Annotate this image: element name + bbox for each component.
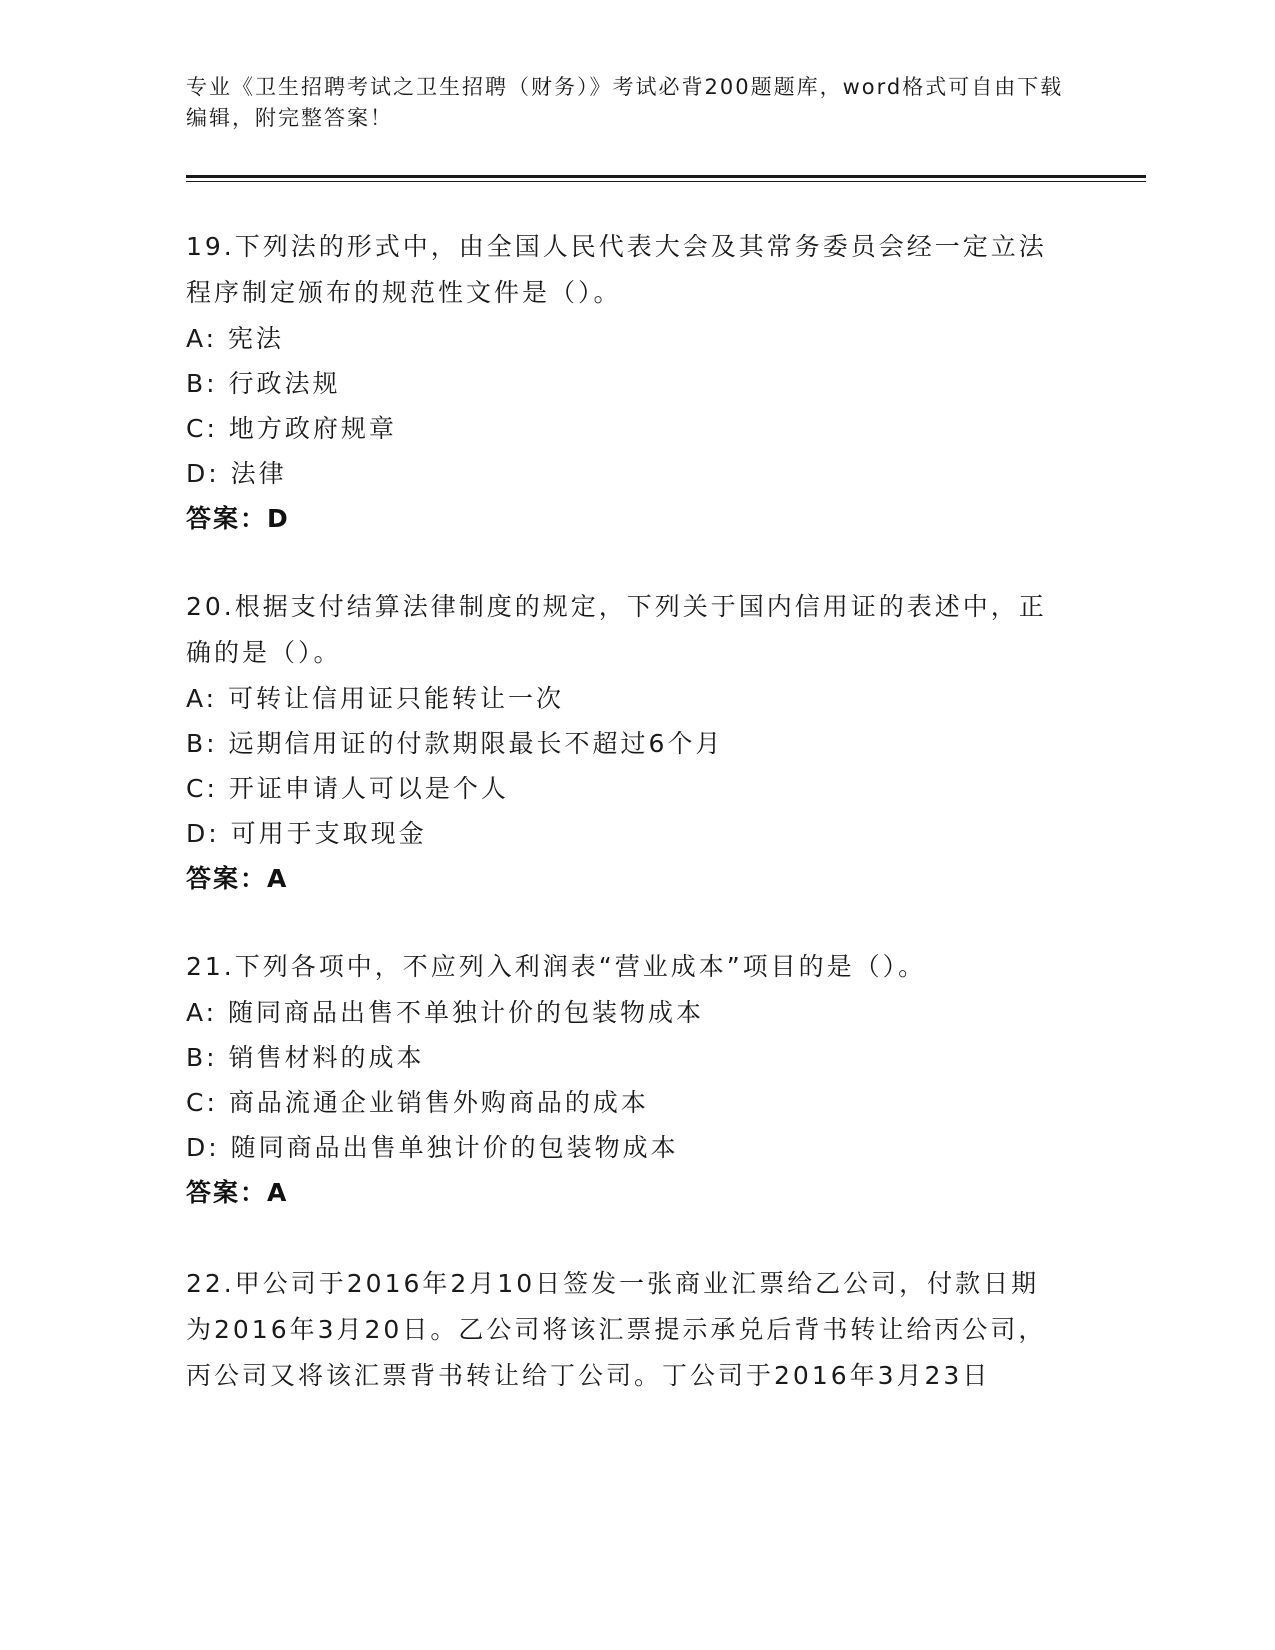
answer: 答案：D bbox=[186, 504, 290, 533]
option-b: B: 销售材料的成本 bbox=[186, 1043, 425, 1072]
question-20 bbox=[186, 584, 1086, 901]
question-stem: 20.根据支付结算法律制度的规定，下列关于国内信用证的表述中，正确的是（）。 bbox=[186, 592, 1047, 667]
option-b: B: 远期信用证的付款期限最长不超过6个月 bbox=[186, 729, 724, 758]
document-header: 专业《卫生招聘考试之卫生招聘（财务）》考试必背200题题库，word格式可自由下载编辑，附完整答案！ bbox=[186, 75, 1064, 130]
question-21 bbox=[186, 944, 1086, 1215]
option-a: A: 可转让信用证只能转让一次 bbox=[186, 684, 565, 713]
option-c: C: 开证申请人可以是个人 bbox=[186, 774, 509, 803]
question-stem: 19.下列法的形式中，由全国人民代表大会及其常务委员会经一定立法程序制定颁布的规范性文件是（）。 bbox=[186, 232, 1047, 307]
option-a: A: 宪法 bbox=[186, 324, 285, 353]
header-divider-thin bbox=[186, 181, 1146, 182]
question-22 bbox=[186, 1261, 1086, 1399]
option-d: D: 可用于支取现金 bbox=[186, 819, 427, 848]
question-stem: 22.甲公司于2016年2月10日签发一张商业汇票给乙公司，付款日期为2016年3月20日。乙公司将该汇票提示承兑后背书转让给丙公司，丙公司又将该汇票背书转让给丁公司。丁公司于2016年3月23日 bbox=[186, 1269, 1047, 1390]
option-d: D: 随同商品出售单独计价的包装物成本 bbox=[186, 1133, 679, 1162]
option-d: D: 法律 bbox=[186, 459, 287, 488]
answer: 答案：A bbox=[186, 864, 289, 893]
option-c: C: 商品流通企业销售外购商品的成本 bbox=[186, 1088, 649, 1117]
option-c: C: 地方政府规章 bbox=[186, 414, 397, 443]
header-divider-thick bbox=[186, 175, 1146, 178]
option-a: A: 随同商品出售不单独计价的包装物成本 bbox=[186, 998, 705, 1027]
question-stem: 21.下列各项中，不应列入利润表“营业成本”项目的是（）。 bbox=[186, 952, 927, 981]
option-b: B: 行政法规 bbox=[186, 369, 341, 398]
answer: 答案：A bbox=[186, 1178, 289, 1207]
question-19 bbox=[186, 224, 1086, 541]
